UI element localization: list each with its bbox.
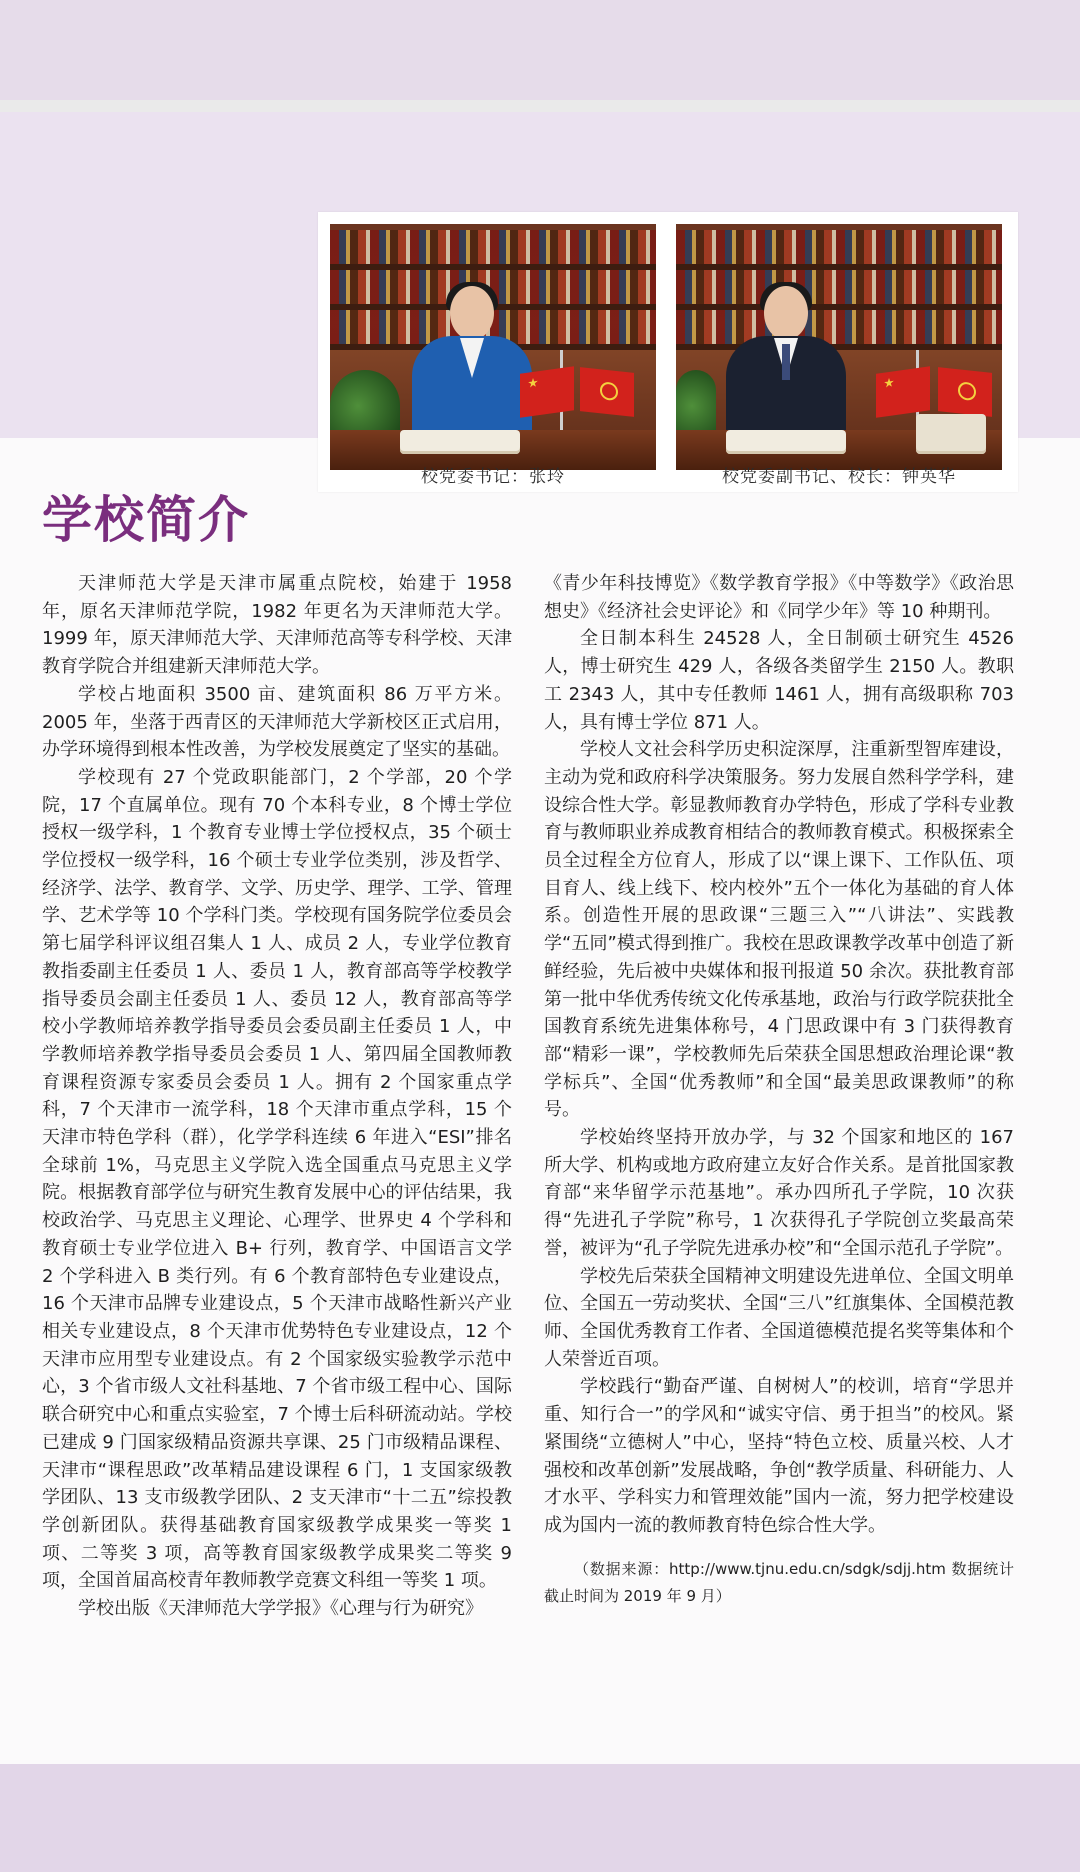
portrait-person: [412, 286, 532, 436]
paragraph: 学校出版《天津师范大学学报》《心理与行为研究》: [78, 1598, 483, 1620]
page-title: 学校简介: [42, 491, 250, 549]
paragraph: 学校人文社会科学历史积淀深厚，注重新型智库建设，主动为党和政府科学决策服务。努力发展自然科学学科，建设综合性大学。彰显教师教育办学特色，形成了学科专业教育与教师职业养成教育相结合的教师教育模式。积极探索全员全过程全方位育人，形成了以“课上课下、工作队伍、项目育人、线上线下、校内校外”五个一体化为基础的育人体系。创造性开展的思政课“三题三入”“八讲法”、实践教学“五同”模式得到推广。我校在思政课教学改革中创造了新鲜经验，先后被中央媒体和报刊报道 50 余次。获批教育部第一批中华优秀传统文化传承基地，政治与行政学院获批全国教育系统先进集体称号，4 门思政课中有 3 门获得教育部“精彩一课”，学校教师先后荣获全国思想政治理论课“教学标兵”、全国“优秀教师”和全国“最美思政课教师”的称号。: [544, 739, 1014, 1121]
paragraph: 学校践行“勤奋严谨、自树树人”的校训，培育“学思并重、知行合一”的学风和“诚实守信、勇于担当”的校风。紧紧围绕“立德树人”中心，坚持“特色立校、质量兴校、人才强校和改革创新”发展战略，争创“教学质量、科研能力、人才水平、学科实力和管理效能”国内一流，努力把学校建设成为国内一流的教师教育特色综合性大学。: [544, 1376, 1014, 1536]
portrait-person: [726, 286, 846, 436]
paragraph: 天津师范大学是天津市属重点院校，始建于 1958 年，原名天津师范学院，1982 年更名为天津师范大学。1999 年，原天津师范大学、天津师范高等专科学校、天津教育学院合并组建新天津师范大学。: [42, 573, 512, 678]
text-column-left: [42, 570, 512, 1623]
national-flag: [876, 366, 930, 418]
bookshelf-row: [330, 230, 656, 264]
party-flag: [938, 367, 992, 417]
paragraph: 学校先后荣获全国精神文明建设先进单位、全国文明单位、全国五一劳动奖状、全国“三八”红旗集体、全国模范教师、全国优秀教育工作者、全国道德模范提名奖等集体和个人荣誉近百项。: [544, 1265, 1014, 1370]
party-flag: [580, 367, 634, 417]
national-flag: [520, 366, 574, 418]
data-source-note: （数据来源：http://www.tjnu.edu.cn/sdgk/sdjj.htm 数据统计截止时间为 2019 年 9 月）: [544, 1559, 1014, 1605]
photo-president: [676, 224, 1002, 470]
text-column-right: [544, 570, 1014, 1610]
paragraph-continuation: 《青少年科技博览》《数学教育学报》《中等数学》《政治思想史》《经济社会史评论》和《同学少年》等 10 种期刊。: [544, 573, 1014, 622]
photo-party-secretary: [330, 224, 656, 470]
photo-caption: 校党委书记：张玲: [421, 467, 565, 487]
bottom-band: [0, 1764, 1080, 1872]
book-stack: [916, 414, 986, 454]
paragraph: 学校占地面积 3500 亩、建筑面积 86 万平方米。2005 年，坐落于西青区的天津师范大学新校区正式启用，办学环境得到根本性改善，为学校发展奠定了坚实的基础。: [42, 683, 512, 761]
paragraph: 学校现有 27 个党政职能部门，2 个学部，20 个学院，17 个直属单位。现有 70 个本科专业，8 个博士学位授权一级学科，1 个教育专业博士学位授权点，35 个硕士学位授权一级学科，16 个硕士专业学位类别，涉及哲学、经济学、法学、教育学、文学、历史学、理学、工学、管理学、艺术学等 10 个学科门类。学校现有国务院学位委员会第七届学科评议组召集人 1 人、成员 2 人，专业学位教育教指委副主任委员 1 人、委员 1 人，教育部高等学校教学指导委员会副主任委员 1 人、委员 12 人，教育部高等学校小学教师培养教学指导委员会委员副主任委员 1 人，中学教师培养教学指导委员会委员 1 人、第四届全国教师教育课程资源专家委员会委员 1 人。拥有 2 个国家重点学科，7 个天津市一流学科，18 个天津市重点学科，15 个天津市特色学科（群），化学学科连续 6 年进入“ESI”排名全球前 1%，马克思主义学院入选全国重点马克思主义学院。根据教育部学位与研究生教育发展中心的评估结果，我校政治学、马克思主义理论、心理学、世界史 4 个学科和教育硕士专业学位进入 B+ 行列，教育学、中国语言文学 2 个学科进入 B 类行列。有 6 个教育部特色专业建设点，16 个天津市品牌专业建设点，5 个天津市战略性新兴产业相关专业建设点，8 个天津市优势特色专业建设点，12 个天津市应用型专业建设点。有 2 个国家级实验教学示范中心，3 个省市级人文社科基地、7 个省市级工程中心、国际联合研究中心和重点实验室，7 个博士后科研流动站。学校已建成 9 门国家级精品资源共享课、25 门市级精品课程、天津市“课程思政”改革精品建设课程 6 门，1 支国家级教学团队、13 支市级教学团队、2 支天津市“十二五”综投教学创新团队。获得基础教育国家级教学成果奖一等奖 1 项、二等奖 3 项，高等教育国家级教学成果奖二等奖 9 项，全国首届高校青年教师教学竞赛文科组一等奖 1 项。: [42, 766, 512, 1592]
open-book: [400, 430, 520, 454]
top-divider: [0, 100, 1080, 112]
photo-caption: 校党委副书记、校长：钟英华: [722, 467, 956, 487]
paragraph: 学校始终坚持开放办学，与 32 个国家和地区的 167 所大学、机构或地方政府建立友好合作关系。是首批国家教育部“来华留学示范基地”。承办四所孔子学院，10 次获得“先进孔子学院”称号，1 次获得孔子学院创立奖最高荣誉，被评为“孔子学院先进承办校”和“全国示范孔子学院”。: [544, 1127, 1014, 1259]
top-band: [0, 0, 1080, 100]
open-book: [726, 430, 846, 454]
photo-frame: [318, 212, 1018, 492]
paragraph: 全日制本科生 24528 人，全日制硕士研究生 4526 人，博士研究生 429 人，各级各类留学生 2150 人。教职工 2343 人，其中专任教师 1461 人，拥有高级职称 703 人，具有博士学位 871 人。: [544, 628, 1014, 733]
bookshelf-row: [676, 230, 1002, 264]
